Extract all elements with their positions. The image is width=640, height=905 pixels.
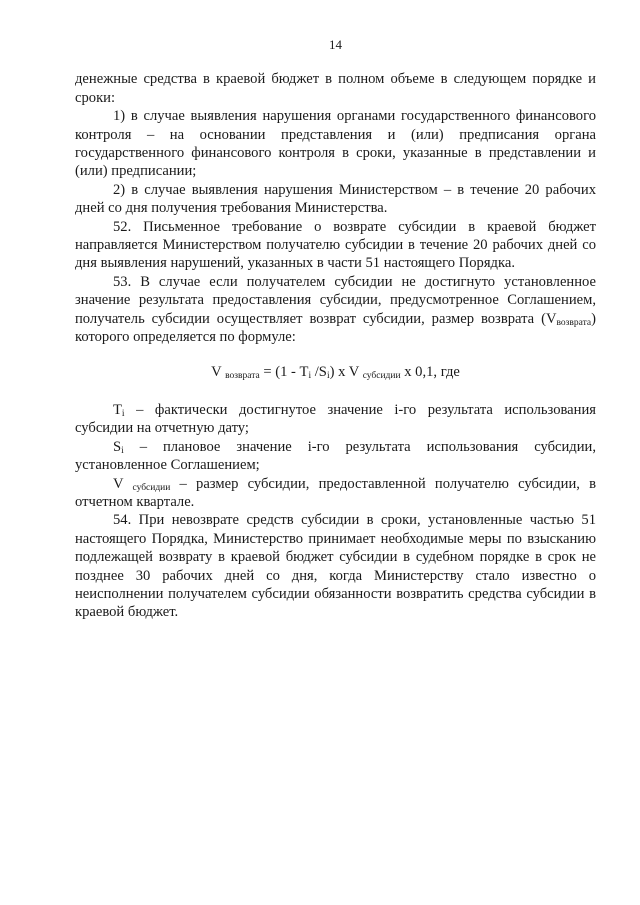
paragraph-52: 52. Письменное требование о возврате субсидии в краевой бюджет направляется Министерством получателю субсидии в течение 20 рабочих дней со дня выявления нарушений, указанных в части 51 настоящего Порядка. [75, 218, 596, 272]
formula-tail: x 0,1, где [400, 363, 460, 380]
paragraph-item-2: 2) в случае выявления нарушения Министерством – в течение 20 рабочих дней со дня получения требования Министерства. [75, 181, 596, 217]
def-v-text: – размер субсидии, предоставленной получателю субсидии, в отчетном квартале. [75, 475, 596, 510]
def-t-sub: i [121, 408, 125, 419]
subscript-vozvrata: возврата [556, 317, 592, 328]
formula-sub-vozvrata: возврата [225, 370, 260, 381]
formula-sub-i1: i [308, 370, 312, 381]
def-t-symbol: T [113, 401, 122, 418]
def-s-sub: i [121, 445, 124, 456]
page-number: 14 [329, 37, 342, 52]
def-v-sub: субсидии [132, 482, 171, 493]
formula-slash: /S [311, 363, 327, 380]
definition-v [75, 475, 596, 512]
formula-mid: ) x V [329, 363, 360, 380]
formula-eq: = (1 - T [259, 363, 309, 380]
definition-t [75, 401, 596, 438]
def-s-symbol: S [113, 438, 122, 455]
paragraph-53-text: 53. В случае если получателем субсидии не достигнуто установленное значение результата предоставления субсидии, предусмотренное Соглашением, получатель субсидии осуществляет возврат субсидии, размер возврата (V [75, 273, 596, 327]
paragraph-intro: денежные средства в краевой бюджет в полном объеме в следующем порядке и сроки: [75, 71, 596, 106]
def-s-text: – плановое значение i-го результата использования субсидии, установленное Соглашением; [75, 438, 596, 474]
paragraph-54: 54. При невозврате средств субсидии в сроки, установленные частью 51 настоящего Порядка, Министерство принимает необходимые меры по взысканию подлежащей возврату в краевой бюджет субсидии в судебном порядке в срок не позднее 30 рабочих дней со дня, когда Министерству стало известно о неисполнении получателем субсидии обязанности возвратить средства субсидии в краевой бюджет. [75, 512, 596, 621]
definition-s [75, 438, 596, 475]
paragraph-53-tail: ) которого определяется по формуле: [75, 310, 596, 346]
formula-v: V [211, 363, 222, 380]
paragraph-53 [75, 273, 596, 347]
formula-sub-subsidii: субсидии [362, 370, 401, 381]
def-t-text: – фактически достигнутое значение i-го результата использования субсидии на отчетную дату; [75, 401, 596, 437]
paragraph-item-1: 1) в случае выявления нарушения органами государственного финансового контроля – на основании представления и (или) предписания органа государственного финансового контроля в сроки, указанные в представлении и (или) предписании; [75, 108, 596, 180]
formula [75, 363, 596, 381]
def-v-symbol: V [113, 475, 124, 492]
formula-sub-i2: i [326, 370, 330, 381]
